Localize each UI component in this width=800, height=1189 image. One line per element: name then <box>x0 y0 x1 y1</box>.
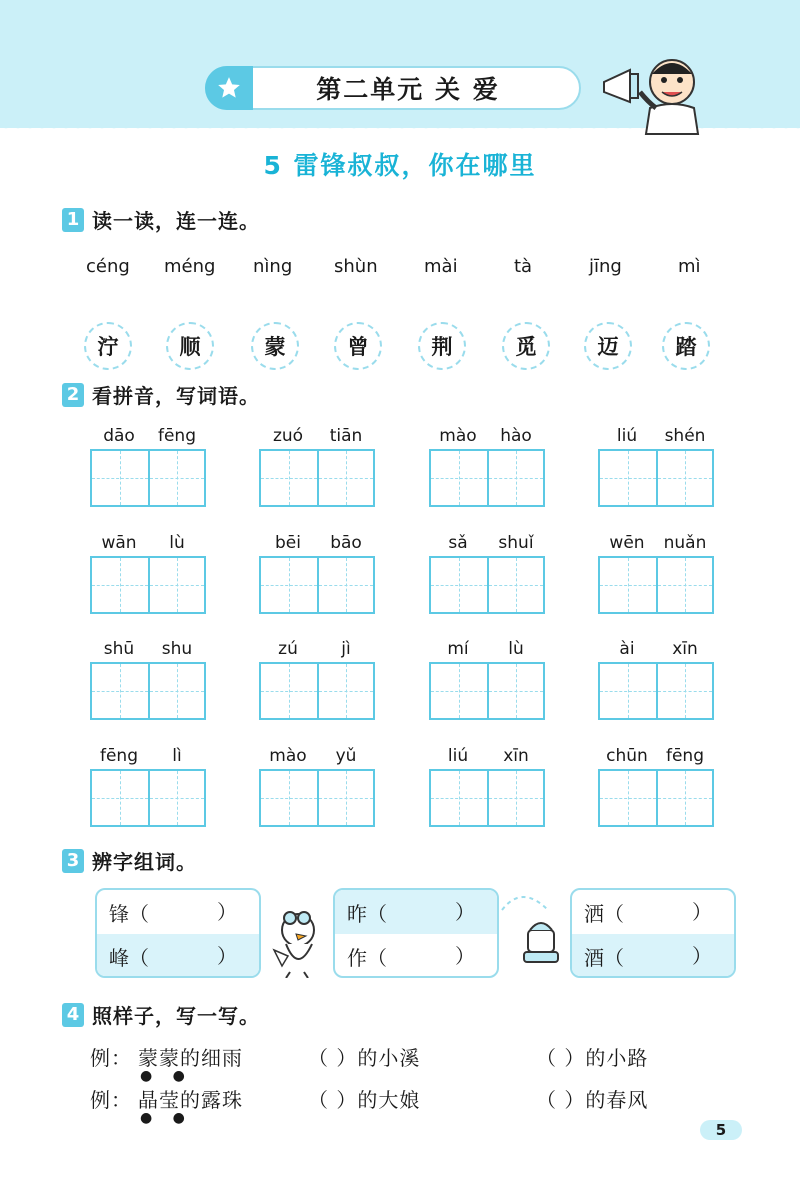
writing-boxes <box>429 769 545 827</box>
word-writing-grid <box>259 639 375 721</box>
word-writing-grid <box>429 746 545 828</box>
pinyin-syllable: shén <box>664 426 706 446</box>
pinyin-row <box>0 256 800 284</box>
pinyin-syllable: ài <box>619 639 635 659</box>
character-circle[interactable]: 蒙 <box>251 322 299 370</box>
pinyin-syllable: lì <box>172 746 182 766</box>
close-paren: ） <box>217 944 237 968</box>
writing-boxes <box>90 662 206 720</box>
writing-cell[interactable] <box>656 451 712 505</box>
writing-boxes <box>598 769 714 827</box>
pinyin-label <box>429 426 545 448</box>
question-1-header <box>62 205 260 234</box>
bird-pilot-icon <box>268 904 330 978</box>
pinyin-item: tà <box>514 256 533 277</box>
pinyin-label <box>259 533 375 555</box>
pinyin-syllable: liú <box>616 426 638 446</box>
writing-cell[interactable] <box>600 451 656 505</box>
word-writing-grid <box>598 639 714 721</box>
pinyin-syllable: hào <box>500 426 532 446</box>
character-circle[interactable]: 顺 <box>166 322 214 370</box>
word-writing-grid <box>429 426 545 508</box>
writing-boxes <box>259 556 375 614</box>
question-instruction: 读一读，连一连。 <box>92 209 260 233</box>
pinyin-syllable: shuǐ <box>498 533 534 553</box>
pinyin-item: céng <box>86 256 130 277</box>
writing-cell[interactable] <box>487 558 543 612</box>
pinyin-label <box>598 639 714 661</box>
lesson-title: 5 雷锋叔叔，你在哪里 <box>263 151 537 180</box>
open-paren: （ <box>367 945 387 970</box>
pinyin-syllable: sǎ <box>448 533 468 553</box>
pinyin-syllable: fēng <box>665 746 704 766</box>
writing-boxes <box>429 662 545 720</box>
writing-cell[interactable] <box>261 664 317 718</box>
pinyin-syllable: dāo <box>103 426 135 446</box>
example-phrase: 蒙蒙的细雨 <box>138 1046 243 1070</box>
pinyin-syllable: liú <box>447 746 469 766</box>
fill-blank[interactable]: （ ）的大娘 <box>308 1088 421 1112</box>
word-writing-grid <box>429 533 545 615</box>
writing-cell[interactable] <box>431 451 487 505</box>
pinyin-item: mài <box>424 256 458 277</box>
writing-cell[interactable] <box>148 771 204 825</box>
writing-cell[interactable] <box>487 771 543 825</box>
open-paren: （ <box>604 945 624 970</box>
example-prefix: 例： <box>90 1046 132 1070</box>
writing-cell[interactable] <box>317 558 373 612</box>
open-paren: （ <box>604 901 624 926</box>
pinyin-syllable: bāo <box>330 533 362 553</box>
example-prefix: 例： <box>90 1088 132 1112</box>
emphasis-dots: ● ● <box>140 1068 193 1084</box>
word-pair-box <box>570 888 736 978</box>
writing-cell[interactable] <box>92 664 148 718</box>
pinyin-syllable: wān <box>101 533 137 553</box>
writing-boxes <box>598 556 714 614</box>
writing-cell[interactable] <box>261 558 317 612</box>
writing-cell[interactable] <box>600 558 656 612</box>
pinyin-syllable: zuó <box>272 426 304 446</box>
question-number: 4 <box>62 1003 84 1027</box>
question-number: 3 <box>62 849 84 873</box>
word-pair-box <box>95 888 261 978</box>
writing-cell[interactable] <box>317 771 373 825</box>
writing-cell[interactable] <box>148 451 204 505</box>
boy-with-megaphone-icon <box>600 52 710 136</box>
question-instruction: 辨字组词。 <box>92 850 197 874</box>
pinyin-syllable: lù <box>169 533 185 553</box>
question-number: 1 <box>62 208 84 232</box>
example-row <box>90 1084 730 1126</box>
pinyin-label <box>90 533 206 555</box>
writing-boxes <box>429 449 545 507</box>
close-paren: ） <box>692 900 712 924</box>
writing-cell[interactable] <box>261 771 317 825</box>
pinyin-item: méng <box>164 256 216 277</box>
pinyin-syllable: tiān <box>329 426 363 446</box>
word-writing-grid <box>90 639 206 721</box>
pinyin-syllable: wēn <box>609 533 645 553</box>
writing-cell[interactable] <box>92 451 148 505</box>
word-line[interactable] <box>572 890 734 934</box>
writing-boxes <box>90 556 206 614</box>
emphasis-dots: ● ● <box>140 1110 193 1126</box>
writing-boxes <box>259 449 375 507</box>
open-paren: （ <box>129 945 149 970</box>
word-line[interactable] <box>97 890 259 934</box>
writing-cell[interactable] <box>656 558 712 612</box>
character-circle[interactable]: 曾 <box>334 322 382 370</box>
writing-cell[interactable] <box>317 664 373 718</box>
pinyin-syllable: zú <box>278 639 298 659</box>
pinyin-syllable: chūn <box>606 746 648 766</box>
pinyin-label <box>259 426 375 448</box>
writing-boxes <box>259 662 375 720</box>
question-2-header <box>62 380 260 409</box>
pinyin-label <box>429 746 545 768</box>
writing-cell[interactable] <box>92 771 148 825</box>
word-char: 锋 <box>109 901 129 926</box>
pinyin-syllable: mào <box>439 426 477 446</box>
pinyin-label <box>429 533 545 555</box>
word-writing-grid <box>598 426 714 508</box>
fill-blank[interactable]: （ ）的春风 <box>536 1088 649 1112</box>
question-instruction: 看拼音，写词语。 <box>92 384 260 408</box>
pinyin-label <box>598 426 714 448</box>
open-paren: （ <box>367 901 387 926</box>
close-paren: ） <box>455 900 475 924</box>
pinyin-label <box>429 639 545 661</box>
word-line[interactable] <box>572 934 734 978</box>
character-row <box>0 322 800 372</box>
pinyin-syllable: mí <box>447 639 469 659</box>
pinyin-syllable: fēng <box>157 426 196 446</box>
writing-boxes <box>259 769 375 827</box>
unit-title: 第二单元 关 爱 <box>316 75 500 104</box>
example-phrase: 晶莹的露珠 <box>138 1088 243 1112</box>
writing-boxes <box>90 769 206 827</box>
fill-blank[interactable]: （ ）的小路 <box>536 1046 649 1070</box>
pinyin-item: jīng <box>589 256 622 277</box>
character-circle[interactable]: 觅 <box>502 322 550 370</box>
character-circle[interactable]: 荆 <box>418 322 466 370</box>
question-number: 2 <box>62 383 84 407</box>
writing-cell[interactable] <box>261 451 317 505</box>
word-writing-grid <box>90 426 206 508</box>
writing-cell[interactable] <box>148 558 204 612</box>
pinyin-item: nìng <box>253 256 293 277</box>
word-writing-grid <box>598 746 714 828</box>
writing-cell[interactable] <box>148 664 204 718</box>
pinyin-item: mì <box>678 256 701 277</box>
writing-cell[interactable] <box>431 771 487 825</box>
word-writing-grid <box>429 639 545 721</box>
word-char: 洒 <box>584 901 604 926</box>
page-number: 5 <box>700 1120 742 1140</box>
pinyin-label <box>598 746 714 768</box>
pinyin-label <box>90 746 206 768</box>
word-writing-grid <box>90 533 206 615</box>
writing-cell[interactable] <box>92 558 148 612</box>
fill-blank[interactable]: （ ）的小溪 <box>308 1046 421 1070</box>
writing-boxes <box>429 556 545 614</box>
word-char: 作 <box>347 945 367 970</box>
pinyin-syllable: fēng <box>99 746 138 766</box>
close-paren: ） <box>455 944 475 968</box>
pinyin-label <box>90 639 206 661</box>
writing-cell[interactable] <box>487 664 543 718</box>
pinyin-syllable: yǔ <box>335 746 357 766</box>
word-char: 峰 <box>109 945 129 970</box>
word-line[interactable] <box>335 890 497 934</box>
word-char: 昨 <box>347 901 367 926</box>
word-writing-grid <box>90 746 206 828</box>
writing-boxes <box>598 662 714 720</box>
writing-cell[interactable] <box>431 558 487 612</box>
character-circle[interactable]: 迈 <box>584 322 632 370</box>
pinyin-syllable: shu <box>161 639 193 659</box>
word-char: 酒 <box>584 945 604 970</box>
pinyin-syllable: bēi <box>275 533 301 553</box>
word-line[interactable] <box>97 934 259 978</box>
writing-cell[interactable] <box>656 771 712 825</box>
pinyin-syllable: shū <box>103 639 135 659</box>
writing-cell[interactable] <box>431 664 487 718</box>
question-3-header <box>62 846 197 875</box>
example-row <box>90 1042 730 1084</box>
word-writing-grid <box>259 426 375 508</box>
pinyin-item: shùn <box>334 256 378 277</box>
character-circle[interactable]: 泞 <box>84 322 132 370</box>
ferris-pipe-icon <box>500 890 576 974</box>
open-paren: （ <box>129 901 149 926</box>
pinyin-label <box>259 746 375 768</box>
writing-boxes <box>598 449 714 507</box>
word-writing-grid <box>598 533 714 615</box>
star-icon <box>205 66 253 110</box>
character-circle[interactable]: 踏 <box>662 322 710 370</box>
writing-cell[interactable] <box>600 771 656 825</box>
pinyin-syllable: lù <box>508 639 524 659</box>
writing-boxes <box>90 449 206 507</box>
writing-cell[interactable] <box>656 664 712 718</box>
word-pair-box <box>333 888 499 978</box>
word-writing-grid <box>259 533 375 615</box>
pinyin-syllable: xīn <box>672 639 698 659</box>
pinyin-syllable: mào <box>269 746 307 766</box>
question-instruction: 照样子，写一写。 <box>92 1004 260 1028</box>
pinyin-syllable: xīn <box>503 746 529 766</box>
close-paren: ） <box>692 944 712 968</box>
writing-cell[interactable] <box>317 451 373 505</box>
writing-cell[interactable] <box>600 664 656 718</box>
pinyin-label <box>598 533 714 555</box>
word-writing-grid <box>259 746 375 828</box>
pinyin-label <box>90 426 206 448</box>
pinyin-syllable: nuǎn <box>663 533 707 553</box>
question-4-header <box>62 1000 260 1029</box>
writing-cell[interactable] <box>487 451 543 505</box>
close-paren: ） <box>217 900 237 924</box>
word-line[interactable] <box>335 934 497 978</box>
pinyin-label <box>259 639 375 661</box>
pinyin-syllable: jì <box>341 639 351 659</box>
